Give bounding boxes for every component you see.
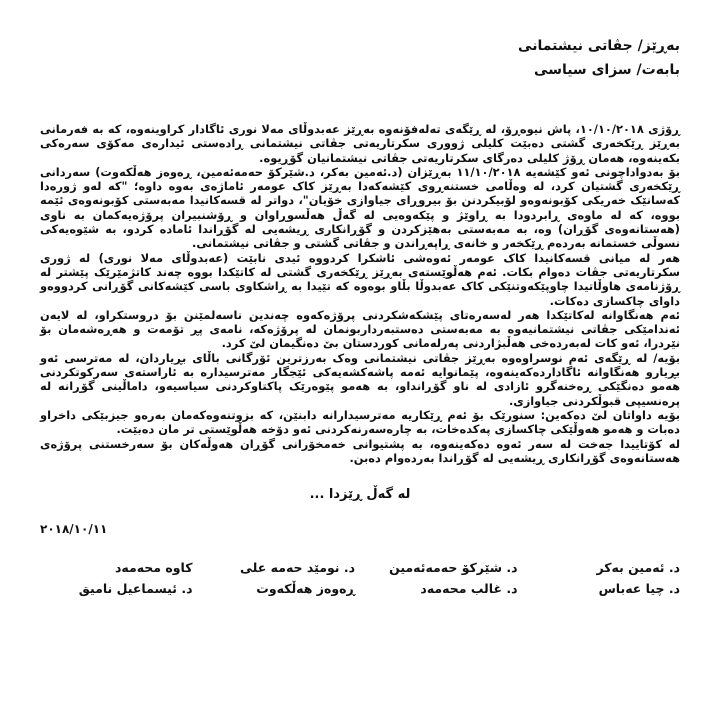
signatory-name: د. غالب محەمەد — [420, 581, 518, 597]
signatory-name: ڕەوەز هەڵکەوت — [256, 581, 355, 597]
signatory-name: د. ئیسماعیل نامیق — [78, 581, 193, 597]
body-paragraph: هەر لە میانی قسەکانیدا کاک عومەر ئەوەشی ئاشکرا کردووە ئیدی نابێت (عەبدوڵای مەلا نوری) لە ژوری سکرتاریەتی جڤات دەوام بکات. ئەم هەڵوێستەی بەڕێز ڕێکخەری گشتی لە کاتێکدا بووە چەند کاتژمێرێک پێشتر لە ڕۆژنامەی هاوڵاتیدا چاوپێکەوتنێکی کاک عەبدوڵا بڵاو بوەوە کە تێیدا بە ڕاشکاوی باسی کێشەکانی گۆڕانی کردووەو داوای چاکسازی دەکات. — [40, 250, 680, 308]
signatory-name: د. چیا عەباس — [598, 581, 680, 597]
letter-header — [40, 34, 680, 82]
letter-date: ٢٠١٨/١٠/١١ — [40, 522, 108, 537]
signatory-name: د. شێرکۆ حەمەئەمین — [389, 560, 518, 576]
body-paragraph: بۆ بەدواداچونی ئەو کێشەیە ١١/١٠/٢٠١٨ بەڕێزان (د.ئەمین بەکر، د.شێرکۆ حەمەئەمین، ڕەوەز هەڵکەوت) سەردانی ڕێکخەری گشتیان کرد، لە وەڵامی خستنەڕوی کێشەکەدا بەڕێز کاک عومەر ئاماژەی بەوە داوە؛ "کە لەو ژورەدا کەسانێک خەریکی کۆبونەوەو لۆبیکردنن بۆ بیروڕای جیاوازی خۆیان"، دواتر لە قسەکانیدا مەبەستی کۆبونەوەی ئێمە بووە، کە لە ماوەی ڕابردودا بە ڕاوێژ و پێکەوەیی لە گەڵ هەڵسوڕاوان و ڕۆشنبیران پرۆژەیەکمان بە ناوی (هەستانەوەی گۆڕان) وە، بە مەبەستی بەهێزکردن و گۆڕانکاری ڕیشەیی لە گۆڕاندا ئامادە کردو، بە شێوەیەکی نسوڵی خستمانە بەردەم ڕێکخەر و خانەی ڕاپەڕاندن و جڤاتی گشتی و جڤاتی نیشتمانی. — [40, 164, 680, 251]
signatory-name: د. ئەمین بەکر — [596, 560, 680, 576]
letter-body — [40, 122, 680, 465]
body-paragraph: بۆیە داواتان لێ دەکەین: سنورێک بۆ ئەم ڕێکاریە مەترسیدارانە دابنێن، کە بزوتنەوەکەمان بەرەو جیزبێکی داخراو دەبات و هەمو هەوڵێکی چاکسازی پەکدەخات، بە چارەسەرنەکردنی ئەو دۆخە هەڵوێستی تر مان دەبێت. — [40, 407, 680, 437]
signatory-name: د. نومێد حەمە علی — [239, 560, 355, 576]
recipient-line: بەڕێز/ جڤاتی نیشتمانی — [518, 38, 680, 54]
body-paragraph: لە کۆتاییدا جەخت لە سەر ئەوە دەکەینەوە، بە پشتیوانی خەمخۆرانی گۆڕان هەوڵەکان بۆ سەرخستنی پرۆژەی هەستانەوەی گۆڕانکاری ڕیشەیی لە گۆڕاندا بەردەوام دەبن. — [40, 436, 680, 465]
body-paragraph: ئەم هەنگاوانە لەکاتێکدا هەر لەسەرەتای پێشکەشکردنی پرۆژەکەوە چەندین ناسەلمێنن بۆ دروستکراو، لە لایەن ئەندامێکی جڤاتی نیشتمانیەوە بە مەبەستی دەستبەرداربونمان لە پرۆژەکە، نامەی پڕ تۆمەت و هەڕەشەمان بۆ نێردرا، ئەو کات لەبەردەخی هەڵبژاردنی پەرلەمانی کوردستان بێ دەنگیمان لێ کرد. — [40, 307, 680, 351]
subject-line: بابەت/ سزای سیاسی — [534, 62, 680, 78]
closing-line: لە گەڵ ڕێزدا ... — [309, 487, 411, 503]
signatories-list — [40, 560, 680, 596]
body-paragraph: بۆیە/ لە ڕێگەی ئەم نوسراوەوە بەڕێز جڤاتی نیشتمانی وەک بەرزترین ئۆرگانی باڵای بڕیاردان، لە مەترسی ئەو بڕیارو هەنگاوانە ئاگاداردەکەینەوە، پێمانوایە ئەمە پاشەکشەیەکی ئێجگار مەترسیدارە بە ئاراستەی سەرکوتکردنی هەمو دەنگێکی ڕەخنەگرو ئازادی لە ناو گۆڕانداو، بە هەمو پێوەرێک پاکتاوکردنی سیاسیەو، داماڵینی گۆڕانە لە پرەنسیپی قبوڵکردنی جیاوازی. — [40, 350, 680, 408]
body-paragraph: ڕۆژی ١٠/١٠/٢٠١٨، پاش نیوەڕۆ، لە ڕێگەی تەلەفۆنەوە بەڕێز عەبدوڵای مەلا نوری ئاگادار کراوینەوە، کە بە فەرمانی بەڕێز ڕێکخەری گشتی دەبێت کلیلی ژووری سکرتاریەتی جڤاتی نیشتمانی ڕادەستی ئیدارەی مەکۆی سەرەکی بکەینەوە، هەمان ڕۆژ کلیلی دەرگای سکرتاریەتی جڤاتی نیشتمانیان گۆڕیوە. — [40, 122, 680, 165]
signatory-name: کاوە محەمەد — [114, 560, 193, 576]
